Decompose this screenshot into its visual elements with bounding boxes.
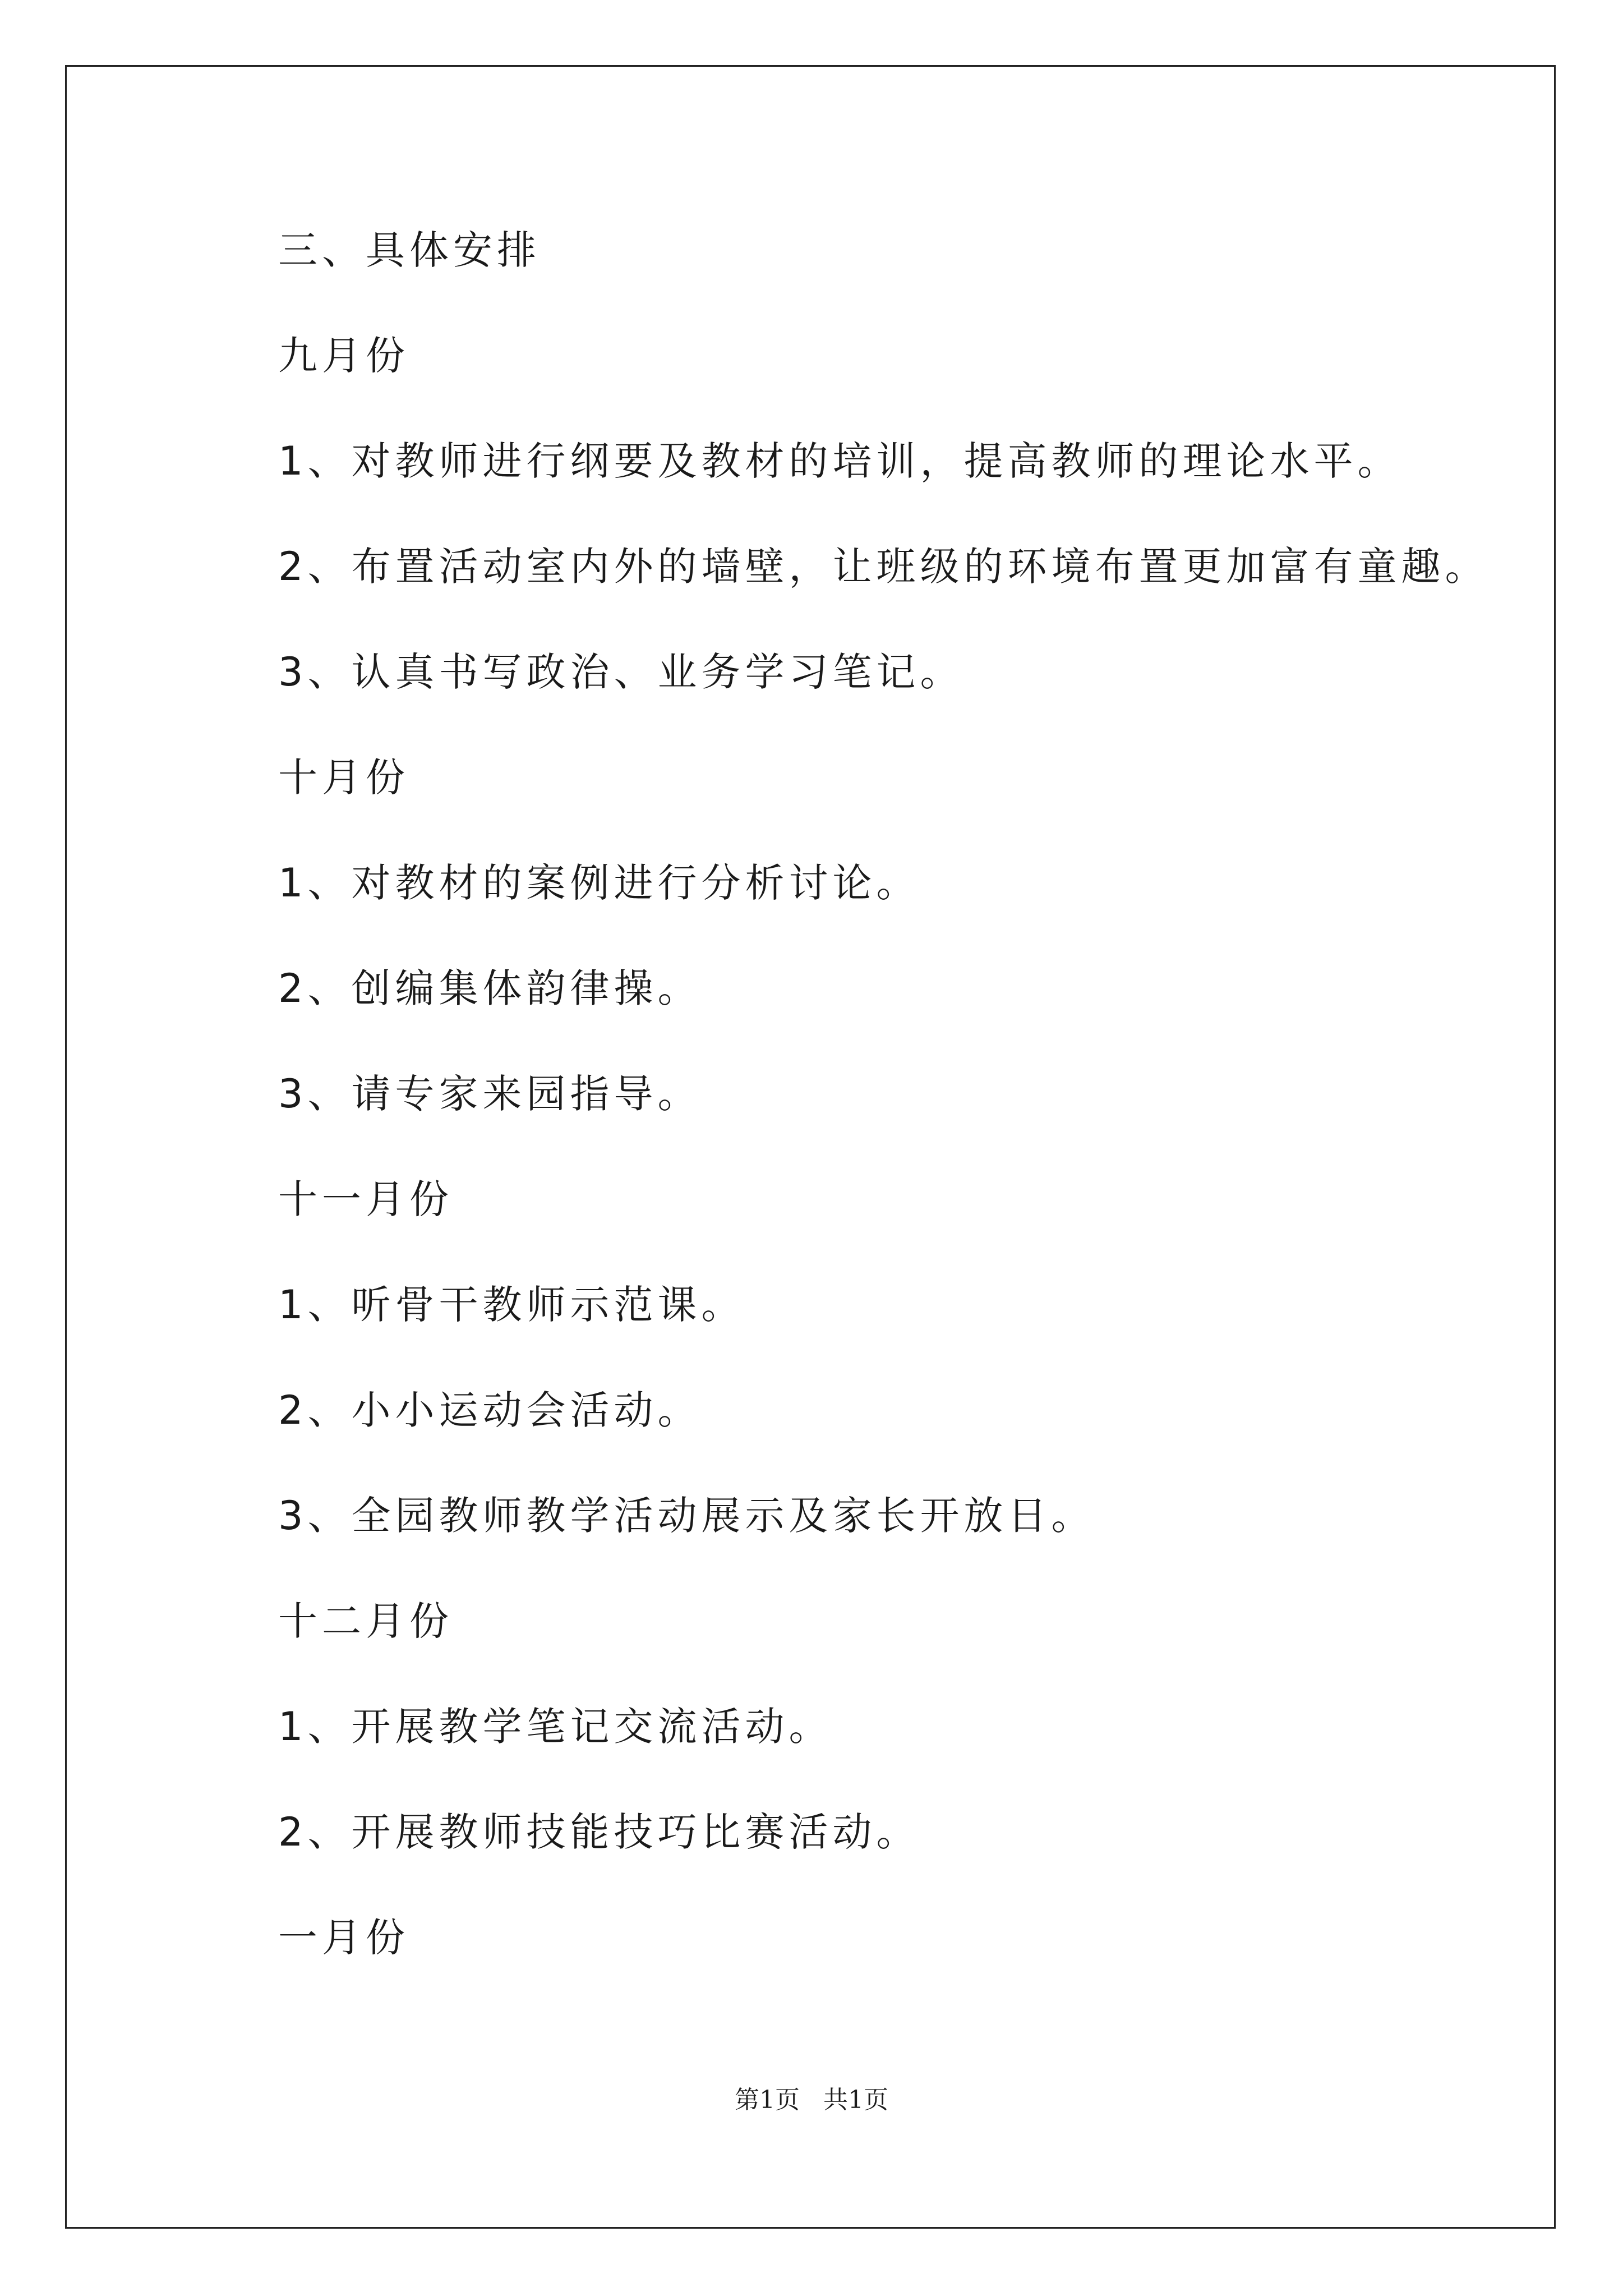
month-heading-november: 十一月份: [278, 1176, 453, 1222]
list-item: 2、创编集体韵律操。: [278, 965, 702, 1011]
page-number-footer: 第1页 共1页: [735, 2086, 888, 2114]
month-heading-october: 十月份: [278, 754, 409, 800]
month-heading-december: 十二月份: [278, 1598, 453, 1644]
list-item: 2、开展教师技能技巧比赛活动。: [278, 1809, 920, 1855]
list-item: 2、小小运动会活动。: [278, 1387, 702, 1433]
list-item: 1、听骨干教师示范课。: [278, 1282, 745, 1328]
list-item: 2、布置活动室内外的墙壁，让班级的环境布置更加富有童趣。: [278, 544, 1489, 590]
list-item: 1、对教材的案例进行分析讨论。: [278, 860, 920, 906]
page-border: [65, 65, 1556, 2229]
list-item: 3、全园教师教学活动展示及家长开放日。: [278, 1493, 1095, 1539]
month-heading-january: 一月份: [278, 1915, 409, 1961]
list-item: 1、对教师进行纲要及教材的培训，提高教师的理论水平。: [278, 438, 1401, 484]
month-heading-september: 九月份: [278, 333, 409, 379]
section-heading: 三、具体安排: [278, 227, 541, 273]
list-item: 3、认真书写政治、业务学习笔记。: [278, 649, 964, 695]
list-item: 3、请专家来园指导。: [278, 1071, 702, 1117]
list-item: 1、开展教学笔记交流活动。: [278, 1704, 833, 1750]
